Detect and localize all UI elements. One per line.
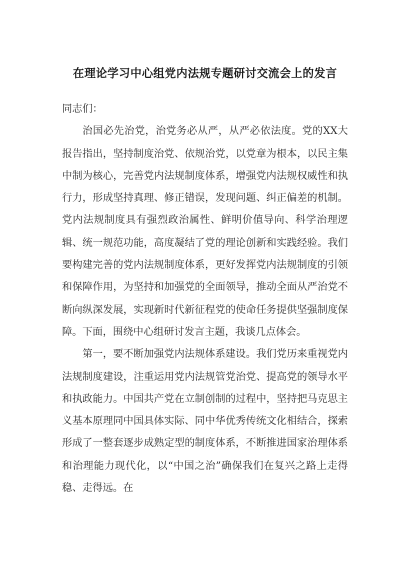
document-title: 在理论学习中心组党内法规专题研讨交流会上的发言 bbox=[72, 67, 338, 80]
body-paragraph-2: 第一，要不断加强党内法规体系建设。我们党历来重视党内法规制度建设，注重运用党内法规管党治党、提高党的领导水平和执政能力。中国共产党在立制创制的过程中，坚持把马克思主义基本原理同中国具体实际、同中华优秀传统文化相结合，探索形成了一整套逐步成熟定型的制度体系，不断推进国家治理体系和治理能力现代化，以“中国之治”确保我们在复兴之路上走得稳、走得远。在 bbox=[62, 349, 348, 495]
body-paragraph-1: 治国必先治党，治党务必从严，从严必依法度。党的XX大报告指出，坚持制度治党、依规治党，以党章为根本，以民主集中制为核心，完善党内法规制度体系，增强党内法规权威性和执行力，形成坚持真理、修正错误，发现问题、纠正偏差的机制。党内法规制度具有强烈政治属性、鲜明价值导向、科学治理逻辑、统一规范功能，高度凝结了党的理论创新和实践经验。我们要构建完善的党内法规制度体系，更好发挥党内法规制度的引领和保障作用，为坚持和加强党的全面领导，推动全面从严治党不断向纵深发展，实现新时代新征程党的使命任务提供坚强制度保障。下面，围绕中心组研讨发言主题，我谈几点体会。 bbox=[62, 126, 348, 338]
salutation: 同志们： bbox=[62, 104, 103, 115]
